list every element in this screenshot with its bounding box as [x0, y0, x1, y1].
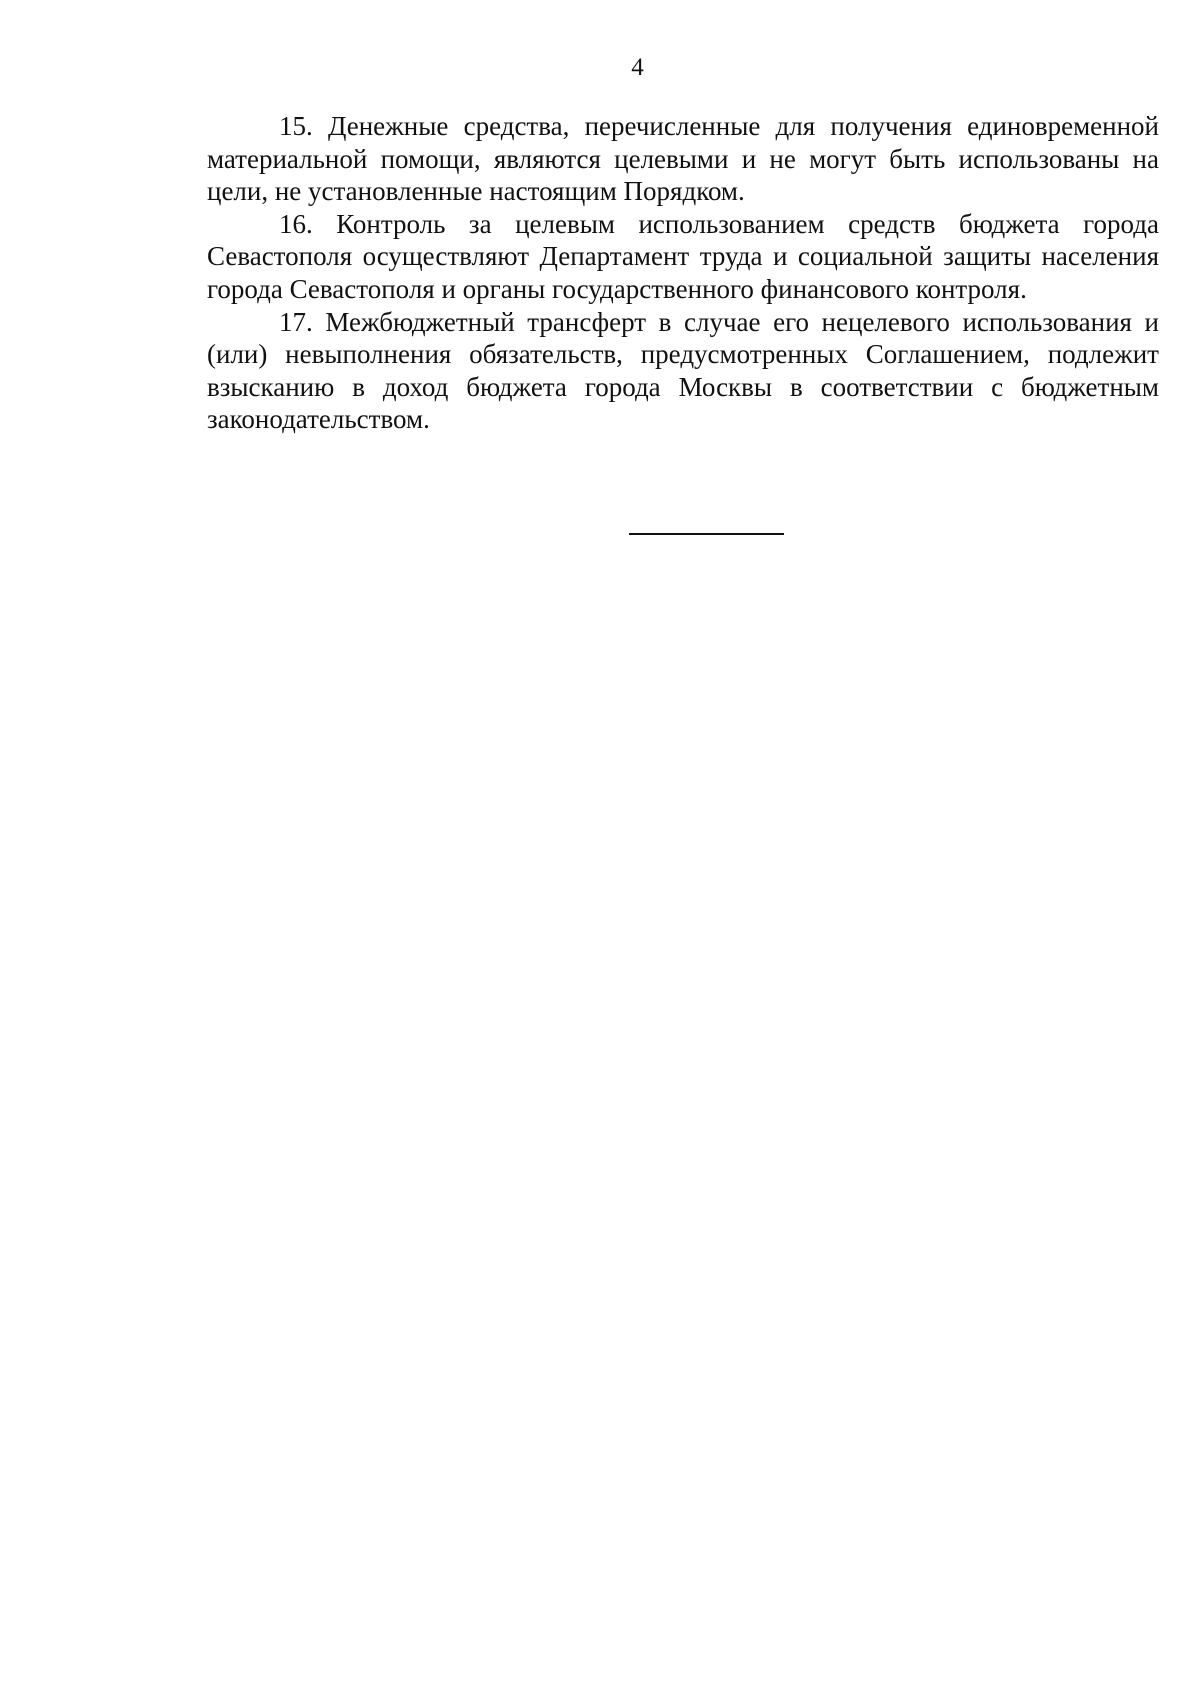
paragraph-17: [207, 306, 1159, 436]
paragraph-number: 15.: [279, 111, 313, 141]
page-number: 4: [631, 54, 644, 81]
paragraph-16: [207, 208, 1159, 306]
paragraph-text: Межбюджетный трансферт в случае его нецелевого использования и (или) невыполнения обязательств, предусмотренных Соглашением, подлежит взысканию в доход бюджета города Москвы в соответствии с бюджетным законодательством.: [207, 306, 1159, 435]
paragraph-text: Денежные средства, перечисленные для получения единовременной материальной помощи, являются целевыми и не могут быть использованы на цели, не установленные настоящим Порядком.: [207, 111, 1159, 207]
paragraph-text: Контроль за целевым использованием средств бюджета города Севастополя осуществляют Департамент труда и социальной защиты населения города Севастополя и органы государственного финансового контроля.: [207, 208, 1159, 304]
paragraph-15: [207, 110, 1159, 208]
end-of-document-rule: [629, 533, 784, 535]
paragraph-number: 17.: [279, 306, 313, 337]
document-body: [207, 110, 1159, 436]
paragraph-number: 16.: [279, 208, 313, 239]
